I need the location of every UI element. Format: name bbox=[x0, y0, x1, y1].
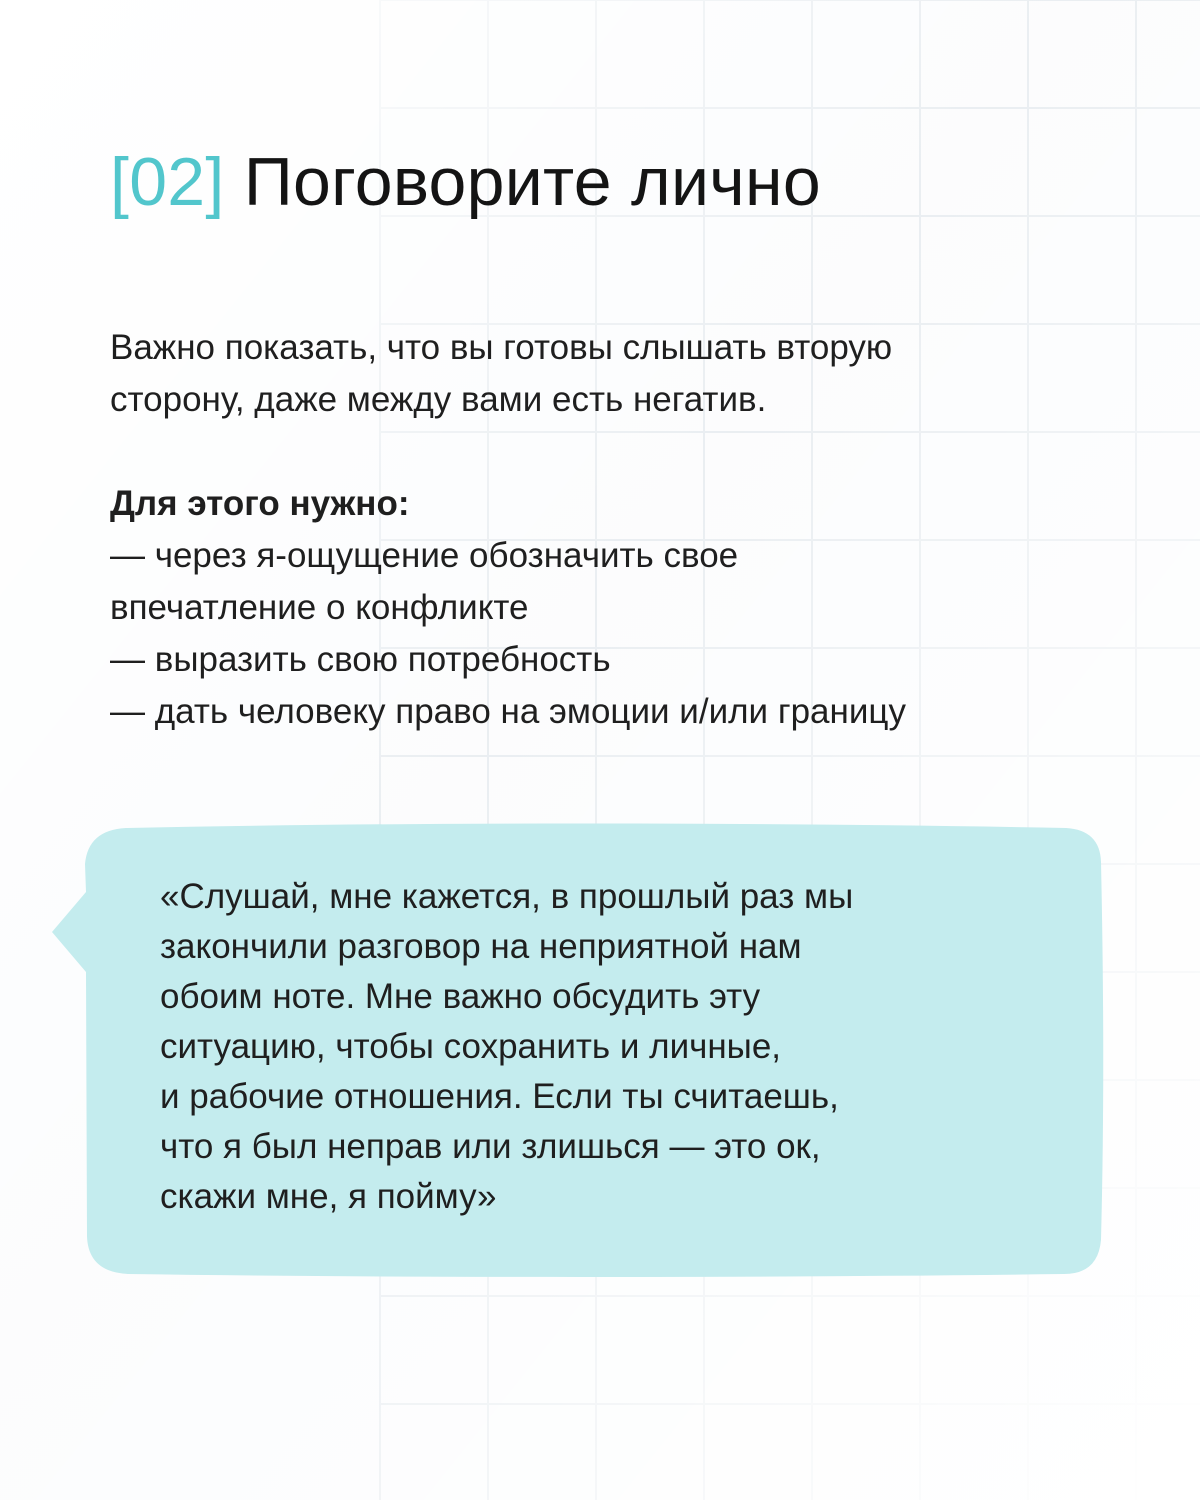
steps-list bbox=[110, 478, 1110, 738]
page-title bbox=[110, 140, 821, 224]
list-item: впечатление о конфликте bbox=[110, 588, 529, 627]
list-item: — дать человеку право на эмоции и/или границу bbox=[110, 692, 906, 731]
list-item: — выразить свою потребность bbox=[110, 640, 611, 679]
list-item: — через я-ощущение обозначить свое bbox=[110, 536, 739, 575]
intro-paragraph bbox=[110, 322, 1090, 426]
quote-line: «Слушай, мне кажется, в прошлый раз мы bbox=[160, 877, 854, 916]
quote-line: что я был неправ или злишься — это ок, bbox=[160, 1127, 821, 1166]
quote-line: и рабочие отношения. Если ты считаешь, bbox=[160, 1077, 839, 1116]
quote-line: закончили разговор на неприятной нам bbox=[160, 927, 802, 966]
list-heading: Для этого нужно: bbox=[110, 484, 410, 523]
quote-line: ситуацию, чтобы сохранить и личные, bbox=[160, 1027, 782, 1066]
section-number: [02] bbox=[110, 144, 225, 220]
quote-line: обоим ноте. Мне важно обсудить эту bbox=[160, 977, 761, 1016]
title-text: Поговорите лично bbox=[243, 144, 821, 220]
quote-text bbox=[160, 872, 1040, 1222]
intro-line: сторону, даже между вами есть негатив. bbox=[110, 380, 767, 419]
speech-bubble bbox=[48, 822, 1104, 1278]
quote-line: скажи мне, я пойму» bbox=[160, 1177, 497, 1216]
intro-line: Важно показать, что вы готовы слышать вторую bbox=[110, 328, 893, 367]
